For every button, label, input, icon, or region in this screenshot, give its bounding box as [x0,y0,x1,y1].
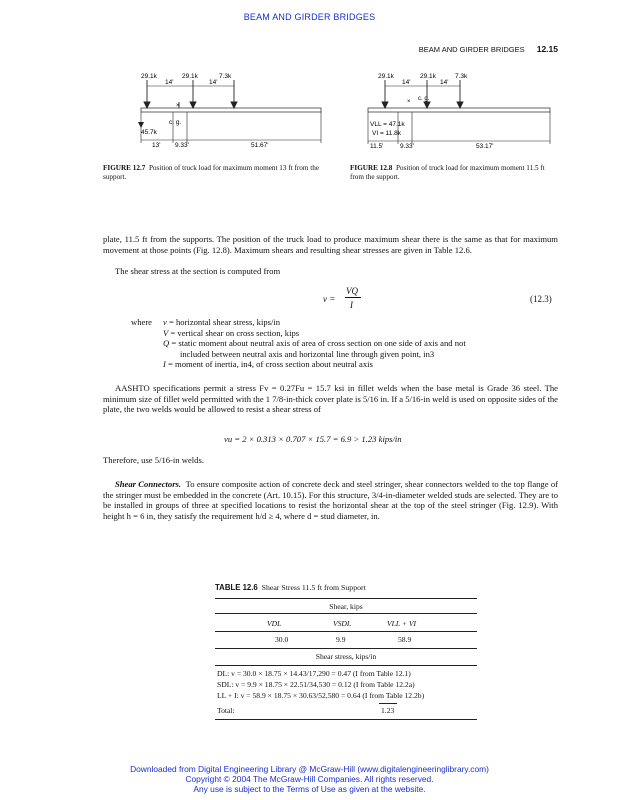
fig7-beam [141,108,321,112]
page-number: 12.15 [536,44,558,54]
fig8-dim-1: 11.5' [370,143,384,150]
fig8-load-3: 7.3k [455,73,468,80]
figure-12-8 [350,68,560,183]
fig7-resultant-mark: × [176,103,180,109]
table-value-vll: 58.9 [398,635,412,644]
shear-connectors-text: To ensure composite action of concrete deck and steel stringer, shear connectors welded to the top flange of the stringer must be embedded in the concrete (Art. 10.15). For this structure, 3/4-in-diameter welded studs are selected. They are to be installed in groups of three at specified locations to resist the horizontal shear at the top of the steel stringer (Fig. 12.9). With height h = 6 in, they satisfy the requirement h/d ≥ 4, where d = stud diameter, in. [103,479,558,521]
table-group-stress: Shear stress, kips/in [315,652,377,661]
running-head [419,44,558,54]
table-value-vsdl: 9.9 [336,635,346,644]
fig7-dim-3: 51.67' [251,142,269,149]
shear-connectors-paragraph [103,479,558,521]
table-header-vll: VLL + VI [387,619,417,628]
fig7-spacing-2: 14' [209,79,218,86]
where-list [163,317,558,370]
document-banner: BEAM AND GIRDER BRIDGES [243,12,376,22]
figure-12-7-label: FIGURE 12.7 [103,164,146,172]
fig8-load-1: 29.1k [378,73,394,80]
fig8-vi: VI = 11.8k [372,130,401,137]
footer-line-1: Downloaded from Digital Engineering Library @ McGraw-Hill (www.digitalengineeringlibrary.com) [130,764,489,774]
fig8-dim-3: 53.17' [476,143,494,150]
table-row-sdl: SDL: v = 9.9 × 18.75 × 22.51/34,530 = 0.12 (I from Table 12.2a) [217,680,415,689]
where-item: included between neutral axis and horizontal line through given point, in3 [180,348,435,359]
table-header-vsdl: VSDL [333,619,352,628]
where-item: I = moment of inertia, in4, of cross section about neutral axis [163,359,373,370]
body-paragraph-3: AASHTO specifications permit a stress Fv = 0.27Fu = 15.7 ksi in fillet welds when the base metal is Grade 36 steel. The minimum size of fillet weld permitted with the 1 7/8-in-thick cover plate is 5/16 in. If a 5/16-in weld is used on opposite sides of the plate, the two welds would be allowed to resist a shear stress of [103,383,558,415]
footer-line-2: Copyright © 2004 The McGraw-Hill Companies. All rights reserved. [185,774,434,784]
shear-connectors-heading: Shear Connectors. [115,479,182,489]
fig7-cg-label: c. g. [169,119,182,126]
fig7-load-2: 29.1k [182,73,198,80]
fig7-spacing-1: 14' [165,79,174,86]
svg-text:×: × [407,99,411,105]
fig7-load-labels [141,73,232,80]
figure-12-7-text: Position of truck load for maximum moment 13 ft from the support. [103,164,320,181]
fig8-spacing-1: 14' [402,79,411,86]
fig7-load-3: 7.3k [219,73,232,80]
table-title [215,582,477,593]
eq-numerator: VQ [346,286,358,296]
fig8-dim-2: 9.33' [400,143,414,150]
where-item: V = vertical shear on cross section, kips [163,327,300,338]
eq-lhs: v = [323,294,336,304]
where-label: where [131,317,152,327]
table-header-vdl: VDL [267,619,282,628]
table-label: TABLE 12.6 [215,583,258,592]
fig7-load-1: 29.1k [141,73,157,80]
footer [0,764,619,794]
eq-denominator: I [350,300,353,310]
fig7-arrow-3 [231,102,237,108]
table-total-value: 1.23 [381,706,395,715]
figure-12-8-caption [350,164,560,182]
fig8-vll: VLL = 47.1k [370,121,405,128]
fig8-cg-label: c. g. [418,96,430,102]
body-paragraph-2: The shear stress at the section is computed from [115,266,281,276]
table-group-shear: Shear, kips [329,602,363,611]
body-paragraph-1: plate, 11.5 ft from the supports. The position of the truck load to produce maximum shear there is the same as that for maximum movement at those points (Fig. 12.8). Maximum shears and resulting shear stresses are given in Table 12.6. [103,234,558,255]
table-row-ll: LL + I: v = 58.9 × 18.75 × 30.63/52,580 = 0.64 (I from Table 12.2b) [217,691,425,700]
where-item: v = horizontal shear stress, kips/in [163,317,281,327]
weld-equation: vu = 2 × 0.313 × 0.707 × 15.7 = 6.9 > 1.23 kips/in [224,434,402,444]
fig7-dim-1: 13' [152,142,161,149]
fig7-arrow-1 [144,102,150,108]
fig8-spacing-2: 14' [440,79,449,86]
table-caption: Shear Stress 11.5 ft from Support [261,583,366,592]
table-12-6 [215,582,477,715]
figure-12-8-label: FIGURE 12.8 [350,164,393,172]
figure-12-8-text: Position of truck load for maximum moment 11.5 ft from the support. [350,164,545,181]
fig7-reaction: 45.7k [141,129,157,136]
table-row-dl: DL: v = 30.0 × 18.75 × 14.43/17,290 = 0.47 (I from Table 12.1) [217,669,411,678]
figure-12-7 [103,68,343,183]
table-value-vdl: 30.0 [275,635,289,644]
table-total-label: Total: [217,706,235,715]
equation-number: (12.3) [530,294,552,304]
footer-line-3: Any use is subject to the Terms of Use as given at the website. [193,784,426,794]
where-item: Q = static moment about neutral axis of area of cross section on one side of axis and not [163,338,466,349]
body-paragraph-4: Therefore, use 5/16-in welds. [103,455,204,465]
figure-12-7-caption [103,164,343,182]
fig7-arrow-2 [190,102,196,108]
running-head-title: BEAM AND GIRDER BRIDGES [418,45,525,54]
fig7-dim-2: 9.33' [175,142,189,149]
fig8-load-2: 29.1k [420,73,436,80]
